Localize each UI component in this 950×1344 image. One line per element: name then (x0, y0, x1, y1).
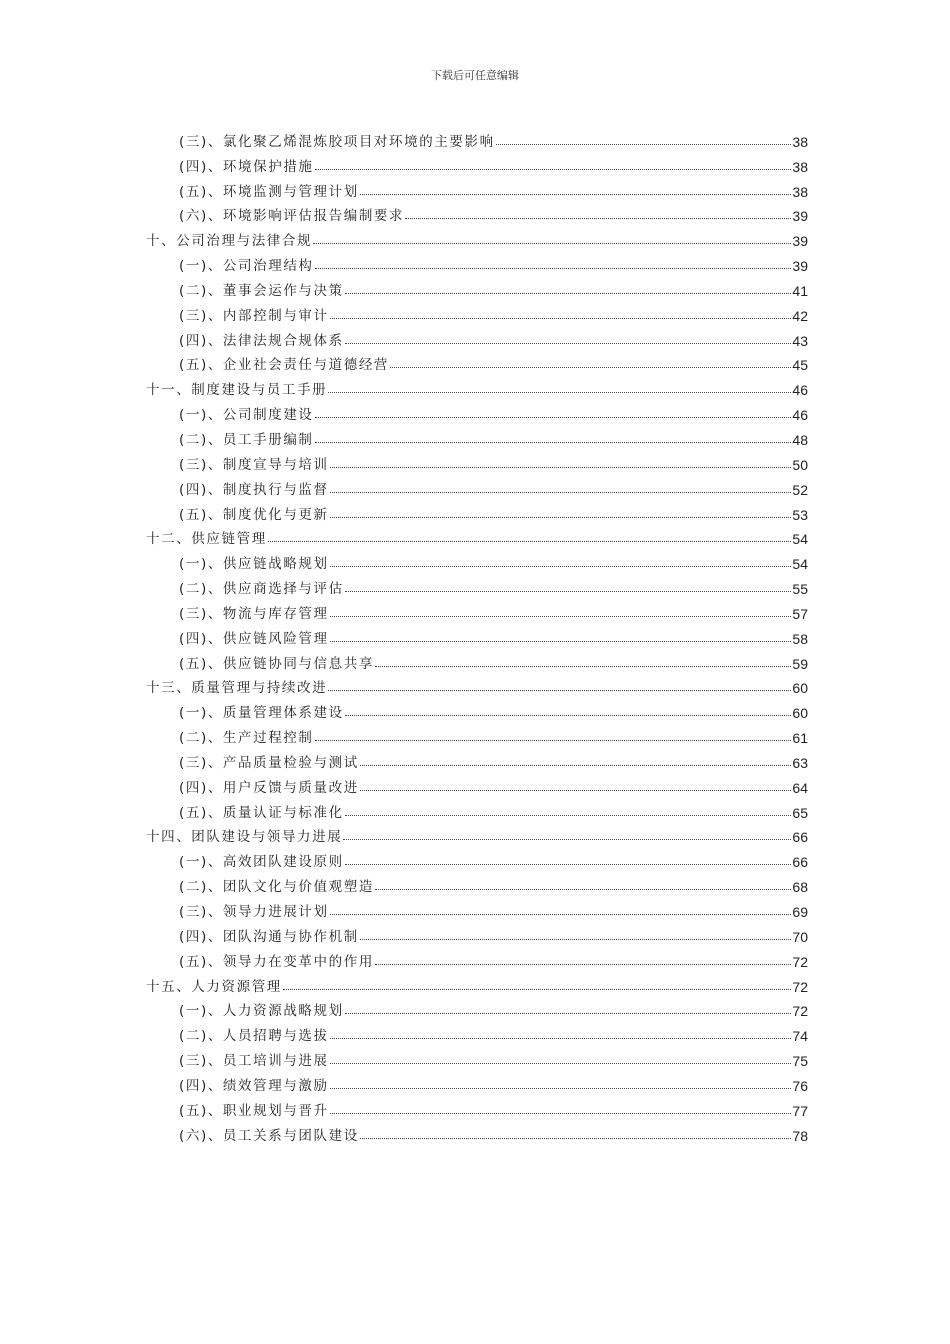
toc-section-entry[interactable] (146, 597, 808, 622)
toc-section-entry[interactable] (146, 498, 808, 523)
toc-entry-title: (四)、法律法规合规体系 (179, 332, 344, 349)
toc-entry-title: (五)、领导力在变革中的作用 (179, 953, 374, 970)
toc-entry-title: (五)、环境监测与管理计划 (179, 183, 359, 200)
toc-chapter-entry[interactable] (146, 672, 808, 697)
dot-leader (345, 715, 792, 716)
dot-leader (330, 641, 792, 642)
toc-entry-page-number: 55 (792, 581, 808, 598)
dot-leader (330, 467, 792, 468)
dot-leader (375, 889, 791, 890)
toc-entry-title: (一)、供应链战略规划 (179, 556, 329, 573)
dot-leader (375, 666, 791, 667)
toc-entry-page-number: 64 (792, 779, 808, 796)
toc-entry-title: 十、公司治理与法律合规 (146, 233, 313, 250)
toc-section-entry[interactable] (146, 473, 808, 498)
dot-leader (360, 939, 792, 940)
toc-entry-title: (二)、生产过程控制 (179, 730, 314, 747)
toc-section-entry[interactable] (146, 696, 808, 721)
toc-entry-title: (一)、质量管理体系建设 (179, 705, 344, 722)
toc-section-entry[interactable] (146, 200, 808, 225)
dot-leader (268, 541, 792, 542)
dot-leader (330, 318, 792, 319)
dot-leader (330, 1113, 792, 1114)
toc-section-entry[interactable] (146, 1119, 808, 1144)
toc-entry-page-number: 74 (792, 1028, 808, 1045)
toc-entry-title: (一)、公司制度建设 (179, 407, 314, 424)
toc-section-entry[interactable] (146, 249, 808, 274)
toc-section-entry[interactable] (146, 622, 808, 647)
toc-chapter-entry[interactable] (146, 970, 808, 995)
toc-section-entry[interactable] (146, 647, 808, 672)
toc-entry-title: (三)、员工培训与进展 (179, 1053, 329, 1070)
toc-entry-title: 十二、供应链管理 (146, 531, 267, 548)
dot-leader (330, 517, 792, 518)
toc-entry-title: (一)、人力资源战略规划 (179, 1003, 344, 1020)
toc-entry-title: (二)、员工手册编制 (179, 431, 314, 448)
toc-entry-title: (五)、企业社会责任与道德经营 (179, 357, 390, 374)
toc-section-entry[interactable] (146, 746, 808, 771)
toc-entry-page-number: 53 (792, 506, 808, 523)
toc-section-entry[interactable] (146, 845, 808, 870)
toc-entry-page-number: 70 (792, 928, 808, 945)
toc-section-entry[interactable] (146, 274, 808, 299)
toc-entry-page-number: 38 (792, 133, 808, 150)
toc-section-entry[interactable] (146, 895, 808, 920)
dot-leader (283, 989, 792, 990)
toc-entry-title: 十一、制度建设与员工手册 (146, 382, 328, 399)
toc-entry-title: (五)、制度优化与更新 (179, 506, 329, 523)
toc-section-entry[interactable] (146, 995, 808, 1020)
dot-leader (343, 839, 791, 840)
dot-leader (330, 914, 792, 915)
toc-section-entry[interactable] (146, 448, 808, 473)
toc-chapter-entry[interactable] (146, 523, 808, 548)
dot-leader (330, 616, 792, 617)
toc-entry-page-number: 77 (792, 1102, 808, 1119)
page-header: 下载后可任意编辑 (431, 69, 519, 82)
toc-entry-page-number: 72 (792, 978, 808, 995)
dot-leader (405, 218, 791, 219)
toc-entry-page-number: 45 (792, 357, 808, 374)
toc-section-entry[interactable] (146, 299, 808, 324)
toc-entry-page-number: 39 (792, 208, 808, 225)
toc-entry-title: (二)、人员招聘与选拔 (179, 1028, 329, 1045)
toc-entry-page-number: 63 (792, 754, 808, 771)
dot-leader (315, 442, 792, 443)
toc-entry-title: (三)、领导力进展计划 (179, 904, 329, 920)
dot-leader (315, 417, 792, 418)
toc-entry-title: (四)、绩效管理与激励 (179, 1077, 329, 1094)
toc-chapter-entry[interactable] (146, 373, 808, 398)
toc-entry-page-number: 46 (792, 407, 808, 424)
toc-entry-page-number: 38 (792, 158, 808, 175)
dot-leader (315, 268, 792, 269)
dot-leader (315, 169, 792, 170)
toc-section-entry[interactable] (146, 423, 808, 448)
toc-entry-page-number: 76 (792, 1077, 808, 1094)
toc-entry-page-number: 41 (792, 282, 808, 299)
toc-entry-page-number: 38 (792, 183, 808, 200)
toc-entry-page-number: 75 (792, 1053, 808, 1070)
toc-section-entry[interactable] (146, 1069, 808, 1094)
dot-leader (345, 591, 792, 592)
toc-entry-title: (四)、环境保护措施 (179, 158, 314, 175)
dot-leader (330, 492, 792, 493)
toc-entry-page-number: 60 (792, 705, 808, 722)
toc-entry-title: (四)、用户反馈与质量改进 (179, 779, 359, 796)
toc-section-entry[interactable] (146, 796, 808, 821)
toc-section-entry[interactable] (146, 920, 808, 945)
dot-leader (345, 815, 792, 816)
dot-leader (345, 343, 792, 344)
toc-entry-title: (六)、环境影响评估报告编制要求 (179, 208, 405, 225)
toc-section-entry[interactable] (146, 324, 808, 349)
toc-section-entry[interactable] (146, 349, 808, 374)
toc-entry-page-number: 72 (792, 953, 808, 970)
toc-entry-title: (一)、公司治理结构 (179, 258, 314, 275)
toc-entry-page-number: 61 (792, 730, 808, 747)
toc-section-entry[interactable] (146, 1094, 808, 1119)
toc-entry-page-number: 43 (792, 332, 808, 349)
toc-entry-title: (三)、物流与库存管理 (179, 605, 329, 622)
toc-entry-page-number: 58 (792, 630, 808, 647)
dot-leader (315, 740, 792, 741)
toc-entry-page-number: 69 (792, 904, 808, 920)
dot-leader (328, 690, 791, 691)
dot-leader (345, 1013, 792, 1014)
dot-leader (330, 1038, 792, 1039)
toc-section-entry[interactable] (146, 721, 808, 746)
dot-leader (345, 293, 792, 294)
dot-leader (360, 765, 792, 766)
toc-entry-title: (三)、内部控制与审计 (179, 307, 329, 324)
toc-entry-title: (五)、职业规划与晋升 (179, 1102, 329, 1119)
toc-entry-page-number: 65 (792, 804, 808, 821)
toc-section-entry[interactable] (146, 870, 808, 895)
toc-entry-title: (一)、高效团队建设原则 (179, 854, 344, 871)
toc-entry-page-number: 50 (792, 456, 808, 473)
toc-entry-title: (二)、供应商选择与评估 (179, 581, 344, 598)
dot-leader (375, 964, 791, 965)
dot-leader (360, 790, 792, 791)
toc-entry-title: 十五、人力资源管理 (146, 978, 282, 995)
toc-entry-title: 十四、团队建设与领导力进展 (146, 829, 343, 846)
toc-section-entry[interactable] (146, 125, 808, 150)
toc-section-entry[interactable] (146, 572, 808, 597)
toc-section-entry[interactable] (146, 398, 808, 423)
toc-entry-page-number: 46 (792, 382, 808, 399)
toc-entry-page-number: 66 (792, 854, 808, 871)
dot-leader (360, 194, 792, 195)
dot-leader (390, 367, 791, 368)
toc-entry-title: 十三、质量管理与持续改进 (146, 680, 328, 697)
toc-entry-page-number: 39 (792, 258, 808, 275)
toc-entry-page-number: 72 (792, 1003, 808, 1020)
dot-leader (328, 392, 791, 393)
toc-entry-page-number: 78 (792, 1127, 808, 1144)
toc-entry-title: (三)、产品质量检验与测试 (179, 754, 359, 771)
toc-entry-title: (二)、团队文化与价值观塑造 (179, 879, 374, 896)
toc-entry-page-number: 52 (792, 481, 808, 498)
toc-entry-title: (四)、供应链风险管理 (179, 630, 329, 647)
toc-entry-title: (五)、质量认证与标准化 (179, 804, 344, 821)
toc-entry-title: (六)、员工关系与团队建设 (179, 1127, 359, 1144)
toc-entry-page-number: 42 (792, 307, 808, 324)
toc-entry-title: (三)、制度宣导与培训 (179, 456, 329, 473)
dot-leader (313, 243, 791, 244)
toc-section-entry[interactable] (146, 175, 808, 200)
toc-entry-page-number: 59 (792, 655, 808, 672)
dot-leader (496, 144, 792, 145)
toc-entry-page-number: 54 (792, 556, 808, 573)
toc-entry-page-number: 39 (792, 233, 808, 250)
toc-entry-page-number: 66 (792, 829, 808, 846)
toc-section-entry[interactable] (146, 1044, 808, 1069)
toc-chapter-entry[interactable] (146, 224, 808, 249)
toc-entry-title: (二)、董事会运作与决策 (179, 282, 344, 299)
toc-entry-page-number: 57 (792, 605, 808, 622)
toc-section-entry[interactable] (146, 547, 808, 572)
toc-section-entry[interactable] (146, 1019, 808, 1044)
toc-section-entry[interactable] (146, 945, 808, 970)
toc-section-entry[interactable] (146, 150, 808, 175)
dot-leader (360, 1138, 792, 1139)
toc-entry-title: (三)、氯化聚乙烯混炼胶项目对环境的主要影响 (179, 133, 495, 150)
toc-chapter-entry[interactable] (146, 821, 808, 846)
toc-entry-page-number: 54 (792, 531, 808, 548)
toc-entry-page-number: 68 (792, 879, 808, 896)
toc-entry-title: (四)、制度执行与监督 (179, 481, 329, 498)
dot-leader (330, 1063, 792, 1064)
toc-entry-page-number: 60 (792, 680, 808, 697)
dot-leader (330, 1088, 792, 1089)
toc-entry-title: (五)、供应链协同与信息共享 (179, 655, 374, 672)
toc-section-entry[interactable] (146, 771, 808, 796)
toc-entry-title: (四)、团队沟通与协作机制 (179, 928, 359, 945)
dot-leader (330, 566, 792, 567)
toc-entry-page-number: 48 (792, 431, 808, 448)
dot-leader (345, 864, 792, 865)
table-of-contents (146, 125, 808, 1144)
